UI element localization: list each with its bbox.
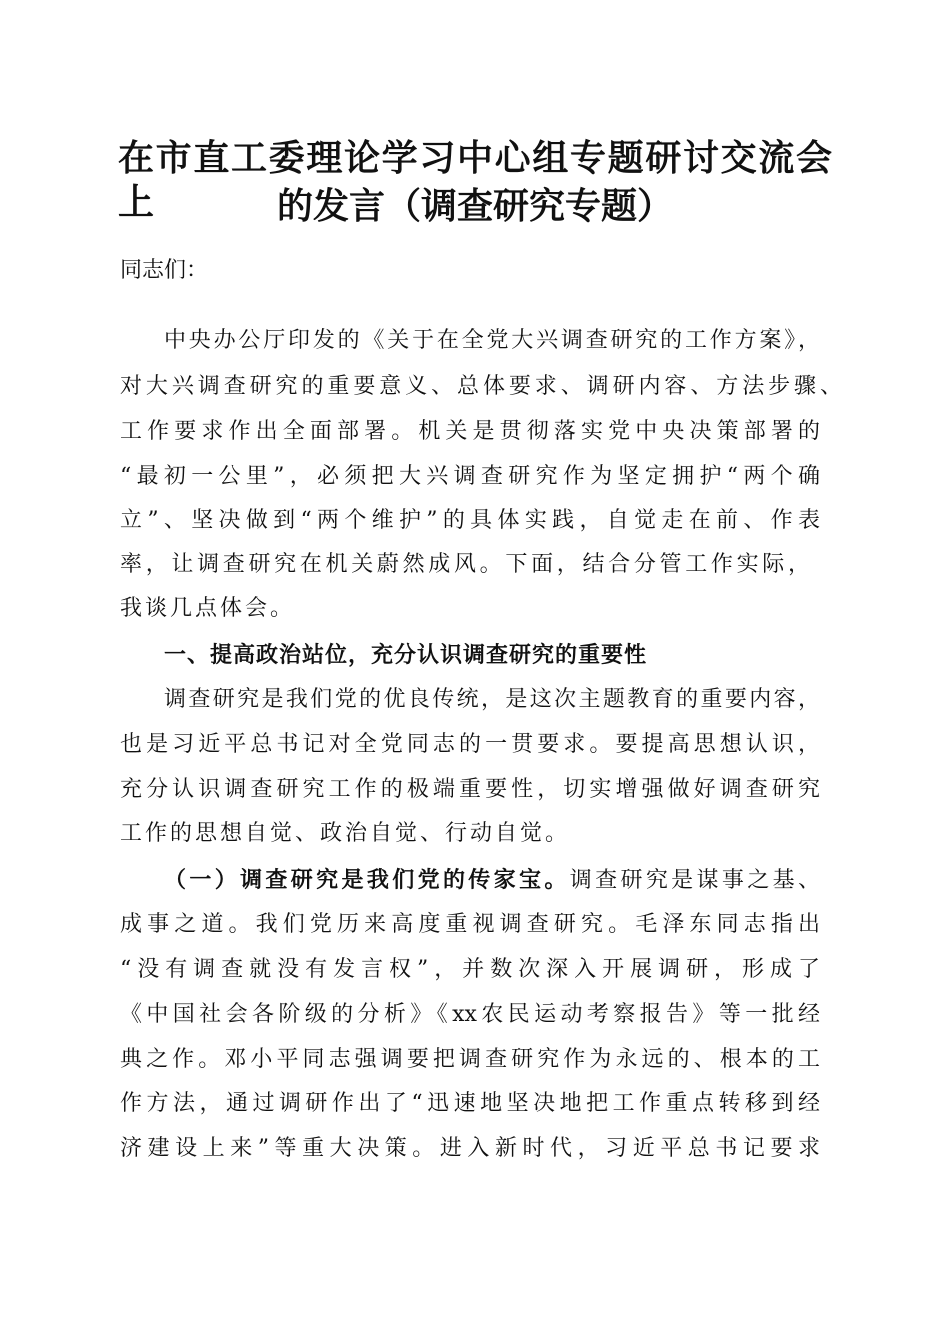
salutation: 同志们：	[120, 258, 209, 283]
subheading-1: （一）调查研究是我们党的传家宝。	[164, 867, 570, 893]
body-line: 也是习近平总书记对全党同志的一贯要求。要提高思想认识，	[120, 732, 820, 757]
title-line-2: 的发言（调查研究专题）	[276, 185, 673, 227]
body-line: 我谈几点体会。	[120, 596, 296, 621]
subsection-paragraph-start	[164, 865, 820, 896]
body-text: 调查研究是谋事之基、	[569, 868, 820, 893]
body-line: 中央办公厅印发的《关于在全党大兴调查研究的工作方案》，	[164, 328, 820, 353]
body-line: 济建设上来”等重大决策。进入新时代，习近平总书记要求	[120, 1136, 820, 1161]
body-line: 典之作。邓小平同志强调要把调查研究作为永远的、根本的工	[120, 1047, 820, 1072]
body-line: 工作的思想自觉、政治自觉、行动自觉。	[120, 821, 571, 846]
body-line: 调查研究是我们党的优良传统，是这次主题教育的重要内容，	[164, 687, 820, 712]
title-line-1: 在市直工委理论学习中心组专题研讨交流会上	[118, 137, 832, 223]
section-heading-1: 一、提高政治站位，充分认识调查研究的重要性	[164, 642, 648, 668]
body-line: 成事之道。我们党历来高度重视调查研究。毛泽东同志指出	[120, 912, 820, 937]
body-line: 率，让调查研究在机关蔚然成风。下面，结合分管工作实际，	[120, 552, 810, 577]
body-line: 对大兴调查研究的重要意义、总体要求、调研内容、方法步骤、	[120, 374, 842, 399]
body-line: 充分认识调查研究工作的极端重要性，切实增强做好调查研究	[120, 777, 820, 802]
body-line: 立”、坚决做到“两个维护”的具体实践，自觉走在前、作表	[120, 508, 820, 533]
body-line: 作方法，通过调研作出了“迅速地坚决地把工作重点转移到经	[120, 1091, 820, 1116]
body-line: 《中国社会各阶级的分析》《xx农民运动考察报告》等一批经	[120, 1002, 820, 1027]
body-line: “没有调查就没有发言权”，并数次深入开展调研，形成了	[120, 957, 820, 982]
body-line: 工作要求作出全面部署。机关是贯彻落实党中央决策部署的	[120, 419, 820, 444]
body-line: “最初一公里”，必须把大兴调查研究作为坚定拥护“两个确	[120, 464, 820, 489]
